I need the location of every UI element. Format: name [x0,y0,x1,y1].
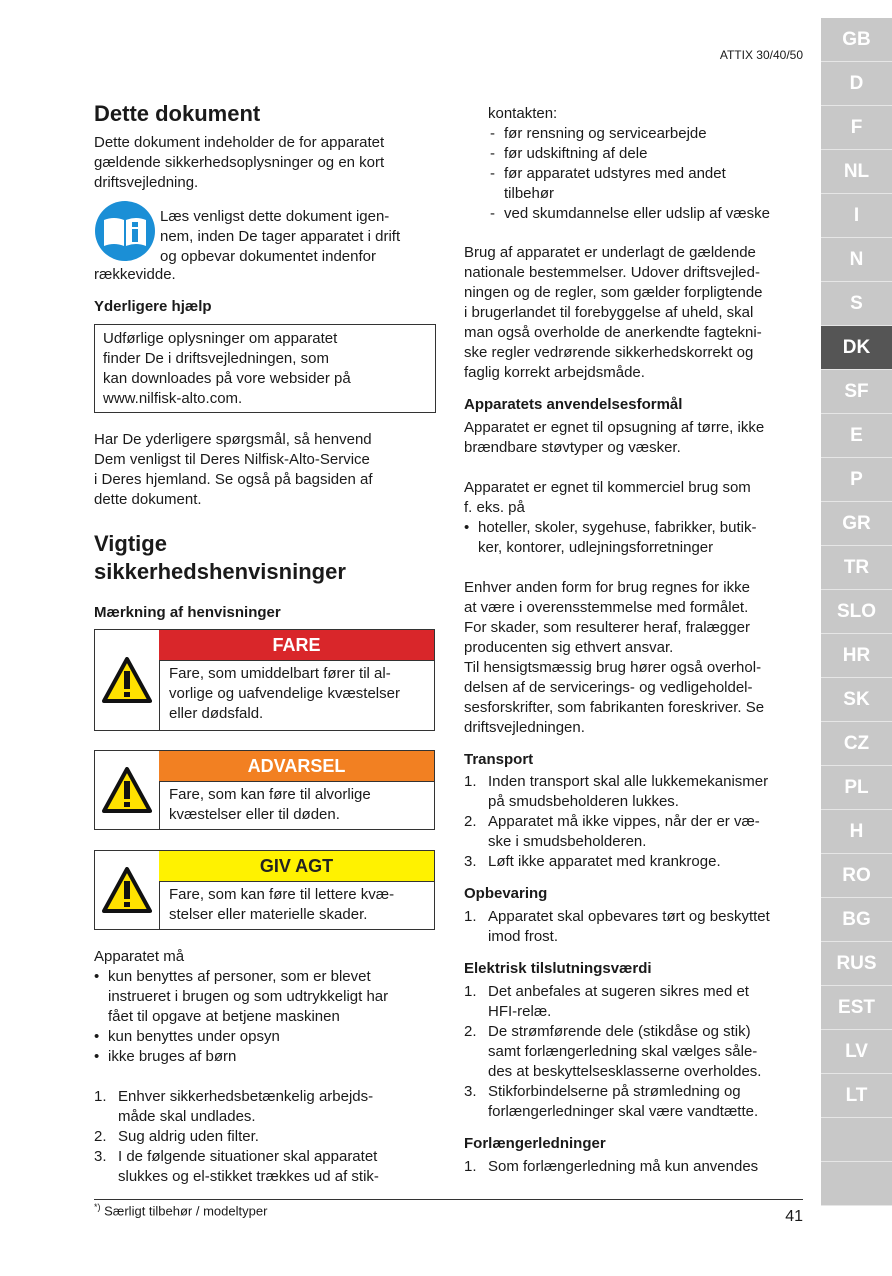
footer-divider [94,1199,803,1200]
list-item: • hoteller, skoler, sygehuse, fabrikker, butik- ker, kontorer, udlejningsforretninger [464,519,757,556]
lang-tab-empty [821,1162,892,1206]
lang-tab-p[interactable]: P [821,458,892,502]
lang-tab-pl[interactable]: PL [821,766,892,810]
warning-triangle-icon [95,630,160,730]
list-item: 2. Apparatet må ikke vippes, når der er væ- ske i smudsbeholderen. [464,813,760,850]
lang-tab-nl[interactable]: NL [821,150,892,194]
list-item: 1. Som forlængerledning må kun anvendes [464,1158,759,1175]
lang-tab-s[interactable]: S [821,282,892,326]
list-item: 2. De strømførende dele (stikdåse og stik) samt forlængerledning skal vælges såle- des at beskyttelsesklasserne overholdes. [464,1023,762,1080]
other-use-text: Enhver anden form for brug regnes for ikke at være i overensstemmelse med formålet. For skader, som resulterer heraf, fralægger producenten sig ethvert ansvar. Til hensigtsmæssig brug hører også overhol- delsen af de servicerings- og vedligeholdel- sesforskrifter, som fabrikanten foreskriver. Se driftsvejledningen. [464,579,765,736]
warning-triangle-icon [95,851,160,929]
lang-tab-empty [821,1118,892,1162]
lang-tab-est[interactable]: EST [821,986,892,1030]
doc-title: Dette dokument [94,101,261,126]
lang-tab-d[interactable]: D [821,62,892,106]
warning-box-danger [94,629,435,731]
book-info-icon [94,200,156,262]
list-item: - før udskiftning af dele [490,145,648,162]
lang-tab-gb[interactable]: GB [821,18,892,62]
list-item: 1. Det anbefales at sugeren sikres med et HFI-relæ. [464,983,749,1020]
lang-tab-dk[interactable]: DK [821,326,892,370]
warning-box-warning [94,750,435,830]
list-item: 3. I de følgende situationer skal apparatet slukkes og el-stikket trækkes ud af stik- [94,1148,379,1185]
list-item: 3. Løft ikke apparatet med krankroge. [464,853,721,870]
storage-heading: Opbevaring [464,885,548,902]
danger-text: Fare, som umiddelbart fører til al- vorlige og uafvendelige kvæstelser eller dødsfald. [169,665,400,722]
read-note-tail: rækkevidde. [94,266,176,283]
list-item: • kun benyttes af personer, som er blevet instrueret i brugen og som udtrykkeligt har fået til opgave at betjene maskinen [94,968,389,1025]
safety-title-line1: Vigtige [94,531,167,556]
warning-label: ADVARSEL [159,751,434,782]
footnote: *) Særligt tilbehør / modeltyper [94,1202,268,1219]
list-item: - før rensning og servicearbejde [490,125,707,142]
questions-text: Har De yderligere spørgsmål, så henvend Dem venligst til Deres Nilfisk-Alto-Service i Deres hjemland. Se også på bagsiden af dette dokument. [94,431,373,508]
lang-tab-e[interactable]: E [821,414,892,458]
help-heading: Yderligere hjælp [94,298,212,315]
numbered-list [94,1087,436,1187]
extension-list [464,1157,804,1177]
dash-list: kontakten: - før rensning og servicearbejde - før udskiftning af dele - før apparatet udstyres med andet tilbehør - ved skumdannelse eller udslip af væske [464,104,804,224]
caution-text: Fare, som kan føre til lettere kvæ- stelser eller materielle skader. [169,886,395,923]
safety-title-line2: sikkerhedshenvisninger [94,559,346,584]
lang-tab-n[interactable]: N [821,238,892,282]
transport-list [464,772,804,872]
must-section [94,947,436,1067]
transport-heading: Transport [464,751,534,768]
lang-tab-gr[interactable]: GR [821,502,892,546]
lang-tab-lv[interactable]: LV [821,1030,892,1074]
warning-triangle-icon [95,751,160,829]
regulations-text: Brug af apparatet er underlagt de gældende nationale bestemmelser. Udover driftsvejled- ningen og de regler, som gælder forpligtende i brugerlandet til forebyggelse af uheld, skal man også overholde de anerkendte fagtekni- ske regler vedrørende sikkerhedskorrekt og faglig korrekt arbejdsmåde. [464,244,763,381]
lang-tab-tr[interactable]: TR [821,546,892,590]
lang-tab-hr[interactable]: HR [821,634,892,678]
page-number: 41 [785,1208,803,1225]
electric-list [464,982,804,1122]
commercial-text: Apparatet er egnet til kommerciel brug som f. eks. på • hoteller, skoler, sygehuse, fabrikker, butik- ker, kontorer, udlejningsforretninger [464,478,804,558]
danger-label: FARE [159,630,434,661]
read-note: Læs venligst dette dokument igen- nem, inden De tager apparatet i drift og opbevar dokumentet indenfor [160,208,401,265]
must-intro: Apparatet må [94,948,185,965]
warning-text: Fare, som kan føre til alvorlige kvæstelser eller til døden. [169,786,371,823]
list-item: • kun benyttes under opsyn [94,1028,280,1045]
caution-label: GIV AGT [159,851,434,882]
purpose-heading: Apparatets anvendelsesformål [464,396,683,413]
header-model: ATTIX 30/40/50 [719,48,803,62]
list-item: - ved skumdannelse eller udslip af væske [490,205,770,222]
list-item: 2. Sug aldrig uden filter. [94,1128,259,1145]
lang-tab-sf[interactable]: SF [821,370,892,414]
doc-intro: Dette dokument indeholder de for apparatet gældende sikkerhedsoplysninger og en kort driftsvejledning. [94,134,385,191]
lang-tab-lt[interactable]: LT [821,1074,892,1118]
lang-tab-cz[interactable]: CZ [821,722,892,766]
lang-tab-bg[interactable]: BG [821,898,892,942]
lang-tab-slo[interactable]: SLO [821,590,892,634]
extension-heading: Forlængerledninger [464,1135,606,1152]
list-item: • ikke bruges af børn [94,1048,237,1065]
lang-tab-rus[interactable]: RUS [821,942,892,986]
language-sidebar [821,18,892,1206]
list-item: 1. Apparatet skal opbevares tørt og beskyttet imod frost. [464,908,770,945]
help-box: Udførlige oplysninger om apparatet finder De i driftsvejledningen, som kan downloades på vore websider på www.nilfisk-alto.com. [94,324,436,413]
lang-tab-i[interactable]: I [821,194,892,238]
list-item: 3. Stikforbindelserne på strømledning og forlængerledninger skal være vandtætte. [464,1083,759,1120]
lang-tab-f[interactable]: F [821,106,892,150]
storage-list [464,907,804,947]
list-item: 1. Inden transport skal alle lukkemekanismer på smudsbeholderen lukkes. [464,773,769,810]
electric-heading: Elektrisk tilslutningsværdi [464,960,652,977]
lang-tab-ro[interactable]: RO [821,854,892,898]
warning-box-caution [94,850,435,930]
lang-tab-h[interactable]: H [821,810,892,854]
list-item: - før apparatet udstyres med andet tilbehør [490,165,726,202]
purpose-text: Apparatet er egnet til opsugning af tørre, ikke brændbare støvtyper og væsker. [464,419,765,456]
lang-tab-sk[interactable]: SK [821,678,892,722]
list-item: 1. Enhver sikkerhedsbetænkelig arbejds- måde skal undlades. [94,1088,374,1125]
marking-heading: Mærkning af henvisninger [94,604,281,621]
